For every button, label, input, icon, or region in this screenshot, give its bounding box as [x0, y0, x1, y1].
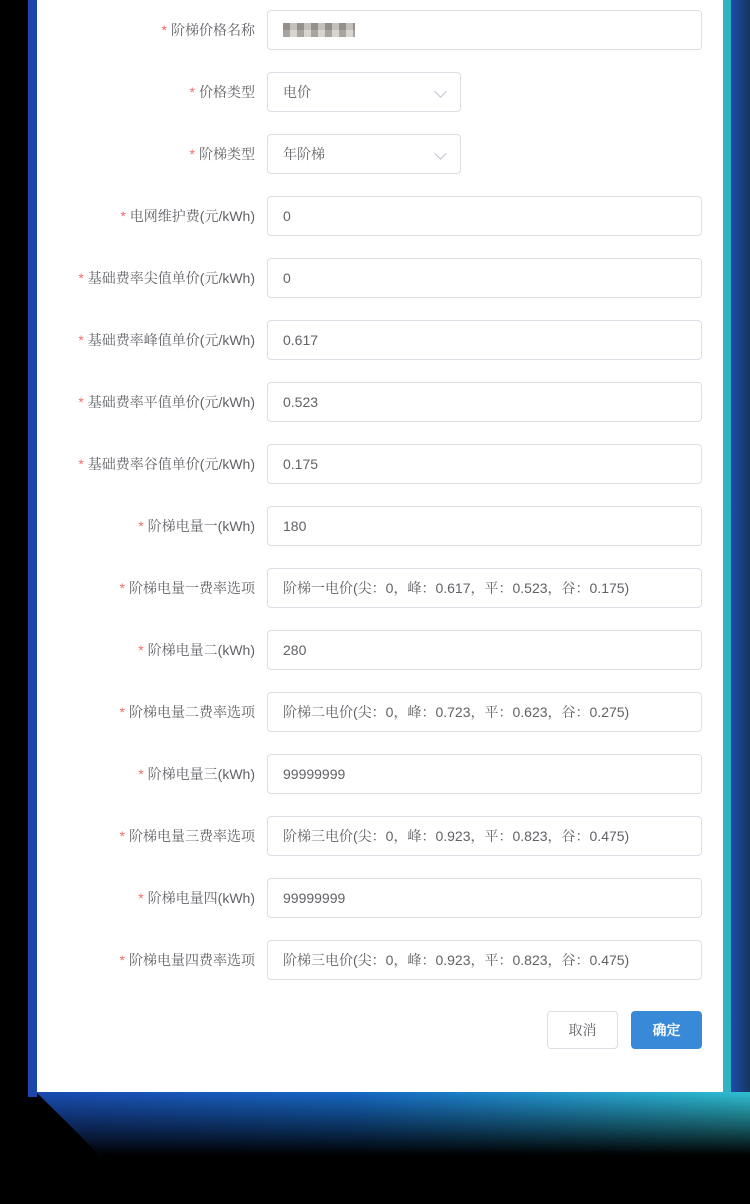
required-asterisk: * — [119, 952, 125, 968]
required-asterisk: * — [78, 456, 84, 472]
frame-left-stripe — [28, 0, 37, 1097]
base-rate-flat-input[interactable] — [267, 382, 702, 422]
tier4-rate-option-input[interactable] — [267, 940, 702, 980]
field-label — [37, 516, 255, 536]
tier-type-select[interactable] — [267, 134, 461, 174]
required-asterisk: * — [119, 704, 125, 720]
field-label-text: 价格类型 — [199, 84, 255, 100]
tier3-rate-option-input[interactable] — [267, 816, 702, 856]
field-label-text: 阶梯价格名称 — [171, 22, 255, 38]
form-row-base-rate-peak — [37, 320, 723, 360]
field-label — [37, 268, 255, 288]
field-label — [37, 144, 255, 164]
field-label-text: 阶梯电量三(kWh) — [147, 766, 255, 782]
field-label-text: 基础费率尖值单价(元/kWh) — [87, 270, 255, 286]
frame-bottom-glow — [29, 1092, 750, 1158]
form-row-tier1-energy — [37, 506, 723, 546]
tier1-rate-option-input[interactable] — [267, 568, 702, 608]
required-asterisk: * — [78, 394, 84, 410]
form-row-base-rate-valley — [37, 444, 723, 484]
field-label-text: 阶梯电量四(kWh) — [147, 890, 255, 906]
field-label — [37, 206, 255, 226]
required-asterisk: * — [161, 22, 167, 38]
field-label — [37, 640, 255, 660]
price-name-input[interactable] — [267, 10, 702, 50]
chevron-down-icon — [434, 85, 447, 98]
form-row-base-rate-sharp — [37, 258, 723, 298]
field-label-text: 阶梯电量一(kWh) — [147, 518, 255, 534]
field-label-text: 阶梯电量一费率选项 — [129, 580, 255, 596]
dialog-footer — [37, 1011, 723, 1049]
field-label-text: 电网维护费(元/kWh) — [129, 208, 255, 224]
tier4-energy-input[interactable] — [267, 878, 702, 918]
form-row-tier4-rate-option — [37, 940, 723, 980]
form-row-tier3-energy — [37, 754, 723, 794]
form-row-tier2-energy — [37, 630, 723, 670]
confirm-button[interactable]: 确定 — [631, 1011, 702, 1049]
required-asterisk: * — [138, 890, 144, 906]
tier3-energy-input[interactable] — [267, 754, 702, 794]
required-asterisk: * — [189, 84, 195, 100]
form-row-base-rate-flat — [37, 382, 723, 422]
field-label — [37, 454, 255, 474]
field-label-text: 阶梯电量四费率选项 — [129, 952, 255, 968]
tier-price-form — [37, 0, 723, 1049]
field-label-text: 基础费率平值单价(元/kWh) — [87, 394, 255, 410]
field-label-text: 阶梯类型 — [199, 146, 255, 162]
form-row-tier4-energy — [37, 878, 723, 918]
field-label — [37, 330, 255, 350]
grid-maintenance-fee-input[interactable] — [267, 196, 702, 236]
field-label-text: 阶梯电量二费率选项 — [129, 704, 255, 720]
field-label — [37, 392, 255, 412]
required-asterisk: * — [119, 828, 125, 844]
field-label — [37, 888, 255, 908]
redacted-value — [283, 23, 355, 37]
base-rate-valley-input[interactable] — [267, 444, 702, 484]
select-value: 电价 — [283, 84, 311, 100]
form-row-tier-type — [37, 134, 723, 174]
required-asterisk: * — [119, 580, 125, 596]
form-row-tier3-rate-option — [37, 816, 723, 856]
field-label-text: 阶梯电量三费率选项 — [129, 828, 255, 844]
form-row-tier2-rate-option — [37, 692, 723, 732]
field-label — [37, 764, 255, 784]
field-label — [37, 702, 255, 722]
form-row-price-name — [37, 10, 723, 50]
frame-right-outer-stripe — [731, 0, 750, 1118]
required-asterisk: * — [78, 270, 84, 286]
form-row-price-type — [37, 72, 723, 112]
field-label — [37, 82, 255, 102]
field-label — [37, 950, 255, 970]
select-value: 年阶梯 — [283, 146, 325, 162]
tier2-energy-input[interactable] — [267, 630, 702, 670]
form-row-grid-maintenance-fee — [37, 196, 723, 236]
cancel-button[interactable]: 取消 — [547, 1011, 618, 1049]
tier1-energy-input[interactable] — [267, 506, 702, 546]
required-asterisk: * — [138, 642, 144, 658]
tier-price-form-panel — [37, 0, 723, 1092]
field-label-text: 基础费率谷值单价(元/kWh) — [87, 456, 255, 472]
form-row-tier1-rate-option — [37, 568, 723, 608]
base-rate-sharp-input[interactable] — [267, 258, 702, 298]
field-label-text: 阶梯电量二(kWh) — [147, 642, 255, 658]
required-asterisk: * — [138, 766, 144, 782]
required-asterisk: * — [78, 332, 84, 348]
tier2-rate-option-input[interactable] — [267, 692, 702, 732]
chevron-down-icon — [434, 147, 447, 160]
field-label — [37, 826, 255, 846]
field-label — [37, 578, 255, 598]
price-type-select[interactable] — [267, 72, 461, 112]
required-asterisk: * — [138, 518, 144, 534]
field-label — [37, 20, 255, 40]
required-asterisk: * — [120, 208, 126, 224]
frame-right-cyan-stripe — [723, 0, 731, 1094]
field-label-text: 基础费率峰值单价(元/kWh) — [87, 332, 255, 348]
required-asterisk: * — [189, 146, 195, 162]
base-rate-peak-input[interactable] — [267, 320, 702, 360]
